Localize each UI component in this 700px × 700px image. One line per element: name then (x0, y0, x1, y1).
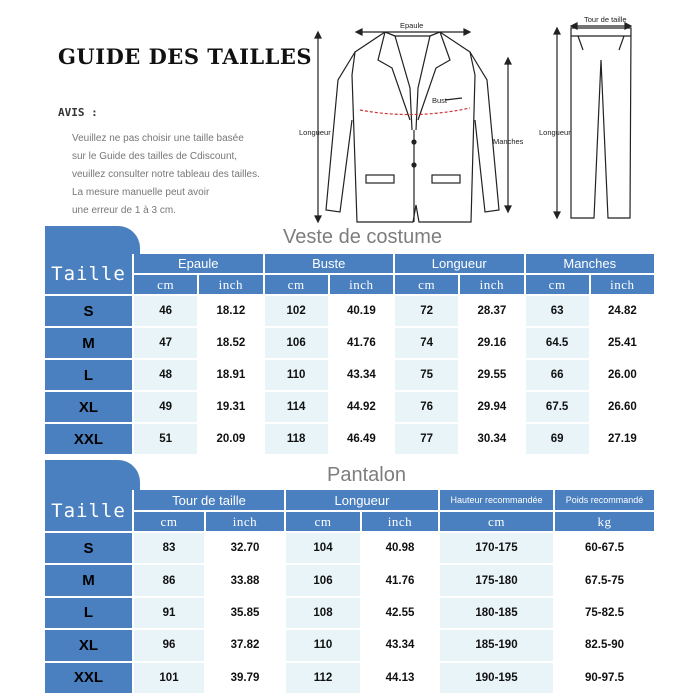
column-group-header: Tour de taille (134, 490, 284, 510)
unit-header: cm (134, 275, 197, 294)
avis-line: une erreur de 1 à 3 cm. (72, 205, 176, 216)
column-group-header: Epaule (134, 254, 263, 273)
size-label: L (45, 598, 132, 628)
unit-header: cm (286, 512, 360, 531)
table-cell: 37.82 (206, 630, 284, 660)
column-group-header: Manches (526, 254, 655, 273)
table-cell: 51 (134, 424, 197, 454)
table-cell: 30.34 (460, 424, 523, 454)
table-cell: 114 (265, 392, 328, 422)
table-cell: 118 (265, 424, 328, 454)
table-cell: 106 (265, 328, 328, 358)
table-cell: 46 (134, 296, 197, 326)
page-title: GUIDE DES TAILLES (58, 44, 313, 69)
taille-header: Taille (45, 254, 132, 294)
table-cell: 33.88 (206, 565, 284, 595)
table-cell: 175-180 (440, 565, 553, 595)
column-group-header: Longueur (286, 490, 438, 510)
size-label: M (45, 328, 132, 358)
table-cell: 76 (395, 392, 458, 422)
table-cell: 170-175 (440, 533, 553, 563)
unit-header: cm (265, 275, 328, 294)
size-label: XXL (45, 424, 132, 454)
table-cell: 19.31 (199, 392, 262, 422)
table-cell: 67.5 (526, 392, 589, 422)
unit-header: cm (134, 512, 204, 531)
column-group-header: Poids recommandé (555, 490, 654, 510)
avis-line: La mesure manuelle peut avoir (72, 187, 210, 198)
table-cell: 90-97.5 (555, 663, 654, 693)
pantalon-size-table (45, 490, 654, 693)
unit-header: inch (330, 275, 393, 294)
table-cell: 91 (134, 598, 204, 628)
table-cell: 41.76 (362, 565, 438, 595)
table-cell: 110 (286, 630, 360, 660)
table-cell: 110 (265, 360, 328, 390)
table-cell: 180-185 (440, 598, 553, 628)
size-label: M (45, 565, 132, 595)
table-cell: 42.55 (362, 598, 438, 628)
table-cell: 185-190 (440, 630, 553, 660)
garment-diagram (0, 0, 700, 235)
table-cell: 108 (286, 598, 360, 628)
table-cell: 44.92 (330, 392, 393, 422)
table-cell: 26.00 (591, 360, 654, 390)
unit-header: inch (362, 512, 438, 531)
table-cell: 29.55 (460, 360, 523, 390)
table-cell: 60-67.5 (555, 533, 654, 563)
diagram-label-longueur-pantalon: Longueur (539, 128, 571, 137)
table-cell: 25.41 (591, 328, 654, 358)
table-cell: 75 (395, 360, 458, 390)
table-cell: 82.5-90 (555, 630, 654, 660)
table-cell: 40.19 (330, 296, 393, 326)
size-label: XL (45, 392, 132, 422)
table-cell: 18.52 (199, 328, 262, 358)
table-cell: 27.19 (591, 424, 654, 454)
unit-header: inch (206, 512, 284, 531)
jacket-outline-icon (315, 29, 511, 222)
pantalon-section-title: Pantalon (327, 464, 406, 486)
table-cell: 74 (395, 328, 458, 358)
table-cell: 112 (286, 663, 360, 693)
table-cell: 20.09 (199, 424, 262, 454)
veste-section-title: Veste de costume (283, 226, 442, 248)
table-cell: 72 (395, 296, 458, 326)
table-cell: 41.76 (330, 328, 393, 358)
veste-tab-decoration (45, 226, 140, 254)
pantalon-tab-decoration (45, 460, 140, 490)
column-group-header: Buste (265, 254, 394, 273)
table-cell: 77 (395, 424, 458, 454)
table-cell: 69 (526, 424, 589, 454)
table-cell: 67.5-75 (555, 565, 654, 595)
table-cell: 28.37 (460, 296, 523, 326)
table-cell: 29.94 (460, 392, 523, 422)
table-cell: 47 (134, 328, 197, 358)
table-cell: 102 (265, 296, 328, 326)
column-group-header: Longueur (395, 254, 524, 273)
table-cell: 66 (526, 360, 589, 390)
diagram-label-epaule: Epaule (400, 21, 424, 30)
table-cell: 46.49 (330, 424, 393, 454)
size-label: S (45, 533, 132, 563)
table-cell: 63 (526, 296, 589, 326)
table-cell: 39.79 (206, 663, 284, 693)
table-cell: 190-195 (440, 663, 553, 693)
unit-header: kg (555, 512, 654, 531)
table-cell: 64.5 (526, 328, 589, 358)
table-cell: 44.13 (362, 663, 438, 693)
table-cell: 40.98 (362, 533, 438, 563)
table-cell: 75-82.5 (555, 598, 654, 628)
diagram-label-bust: Bust (432, 96, 448, 105)
table-cell: 43.34 (362, 630, 438, 660)
table-cell: 18.12 (199, 296, 262, 326)
table-cell: 49 (134, 392, 197, 422)
table-cell: 96 (134, 630, 204, 660)
size-label: S (45, 296, 132, 326)
avis-line: Veuillez ne pas choisir une taille basée (72, 133, 244, 144)
table-cell: 104 (286, 533, 360, 563)
diagram-label-manches: Manches (493, 137, 524, 146)
diagram-label-longueur-veste: Longueur (299, 128, 331, 137)
avis-line: veuillez consulter notre tableau des tailles. (72, 169, 260, 180)
table-cell: 24.82 (591, 296, 654, 326)
size-label: XXL (45, 663, 132, 693)
size-label: XL (45, 630, 132, 660)
table-cell: 101 (134, 663, 204, 693)
size-label: L (45, 360, 132, 390)
trousers-outline-icon (554, 23, 631, 218)
unit-header: cm (440, 512, 553, 531)
unit-header: cm (395, 275, 458, 294)
table-cell: 18.91 (199, 360, 262, 390)
unit-header: inch (460, 275, 523, 294)
avis-line: sur le Guide des tailles de Cdiscount, (72, 151, 238, 162)
avis-label: AVIS : (58, 106, 98, 119)
taille-header: Taille (45, 490, 132, 531)
table-cell: 26.60 (591, 392, 654, 422)
veste-size-table (45, 254, 654, 454)
table-cell: 106 (286, 565, 360, 595)
unit-header: cm (526, 275, 589, 294)
table-cell: 32.70 (206, 533, 284, 563)
table-cell: 43.34 (330, 360, 393, 390)
table-cell: 29.16 (460, 328, 523, 358)
table-cell: 35.85 (206, 598, 284, 628)
diagram-label-tour-de-taille: Tour de taille (584, 15, 627, 24)
column-group-header: Hauteur recommandée (440, 490, 553, 510)
table-cell: 86 (134, 565, 204, 595)
unit-header: inch (591, 275, 654, 294)
table-cell: 48 (134, 360, 197, 390)
unit-header: inch (199, 275, 262, 294)
table-cell: 83 (134, 533, 204, 563)
